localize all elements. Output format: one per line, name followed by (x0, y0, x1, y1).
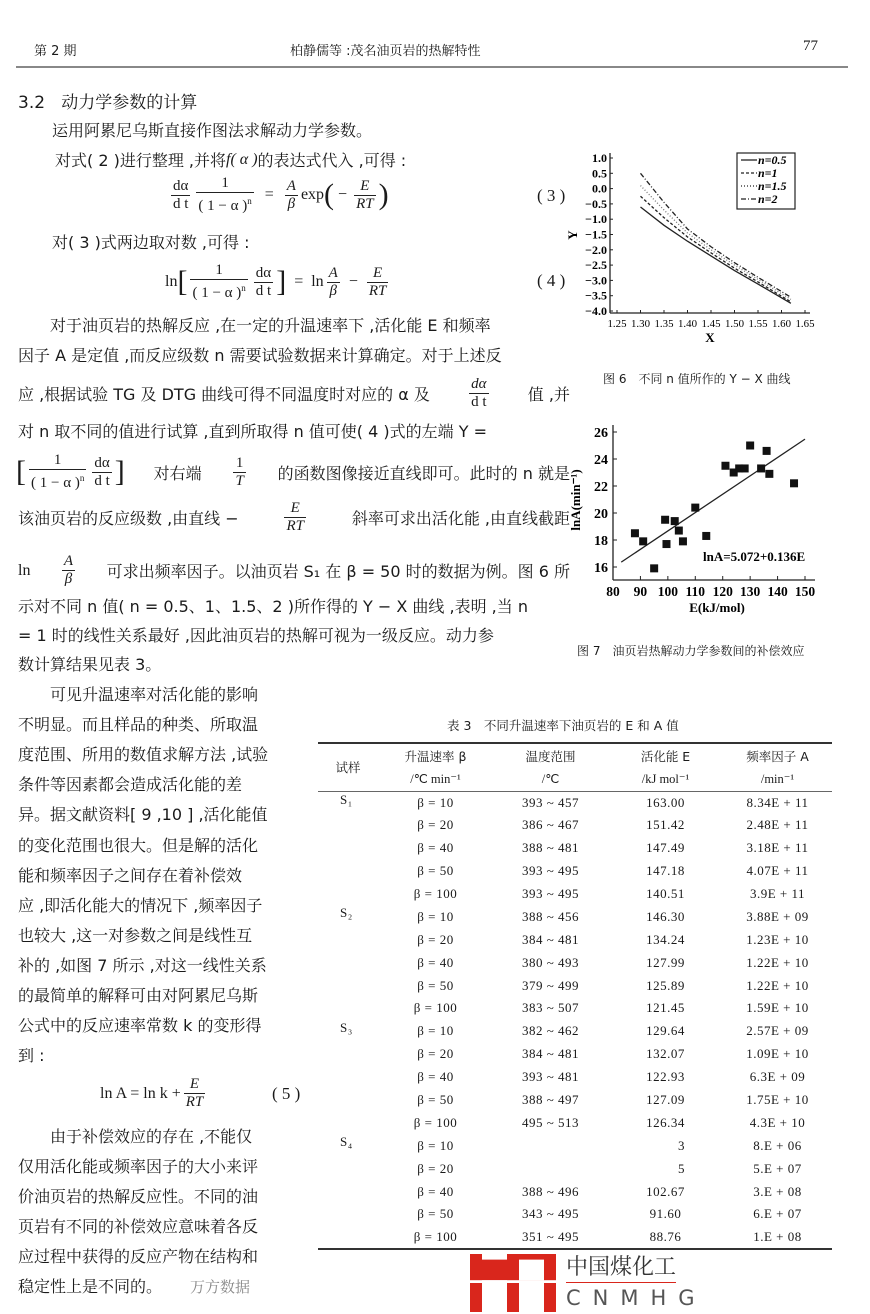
math-f-alpha: f( α ) (226, 150, 258, 168)
table-row (318, 974, 832, 997)
eq-den: β (287, 195, 296, 212)
text-line: 能和频率因子之间存在着补偿效 (18, 865, 243, 885)
cell-sample (318, 1203, 378, 1226)
cell-temp-range: 382 ~ 462 (521, 1023, 580, 1039)
y-tick-label: 20 (594, 507, 608, 522)
figure-6-chart (560, 145, 840, 360)
text: ln (18, 561, 31, 579)
para1-line: = 1 时的线性关系最好 ,因此油页岩的热解可视为一级反应。动力参 (18, 626, 494, 645)
eq-num: dα (92, 455, 111, 473)
x-tick-label: 1.40 (678, 318, 698, 330)
y-tick-label: −3.5 (585, 288, 607, 303)
data-point (675, 527, 683, 535)
text: 值 ,并 (527, 385, 570, 404)
cell-rate: β = 20 (417, 1160, 454, 1176)
y-tick-label: 26 (594, 426, 608, 441)
x-tick-label: 90 (633, 584, 648, 599)
x-tick-label: 1.35 (654, 318, 674, 330)
cell-sample (318, 837, 378, 860)
cell-temp-range: 388 ~ 456 (521, 908, 580, 924)
data-point (650, 564, 658, 572)
eq-num: E (354, 178, 376, 196)
eq-den: d t (471, 394, 487, 410)
legend-label: n=0.5 (758, 153, 787, 167)
issue-number: 第 2 期 (34, 44, 77, 59)
cell-sample (318, 814, 378, 837)
cell-temp-range: 393 ~ 495 (521, 886, 580, 901)
data-point (765, 470, 773, 478)
cell-sample (318, 1043, 378, 1066)
unit-factor: /min⁻¹ (723, 767, 832, 791)
text: 应 ,根据试验 TG 及 DTG 曲线可得不同温度时对应的 α 及 (18, 385, 430, 404)
cell-rate: β = 50 (417, 977, 454, 993)
para1-line: 数计算结果见表 3。 (18, 655, 162, 674)
para1-line (18, 376, 570, 411)
x-axis-label: X (705, 330, 715, 345)
cell-sample (318, 951, 378, 974)
equation-3-number: ( 3 ) (537, 186, 566, 205)
cell-frequency-factor: 3.9E + 11 (749, 886, 806, 901)
cell-frequency-factor: 1.09E + 10 (746, 1046, 809, 1062)
cell-rate: β = 20 (417, 1046, 454, 1062)
fit-line (621, 439, 805, 562)
cell-activation-energy: 147.49 (646, 840, 685, 856)
cell-activation-energy: 88.76 (649, 1228, 682, 1244)
eq-den: RT (185, 1094, 204, 1110)
cell-frequency-factor: 1.75E + 10 (746, 1092, 809, 1108)
text: 的函数图像接近直线即可。此时的 n 就是 (277, 463, 570, 483)
table-row (318, 928, 832, 951)
x-tick-label: 150 (794, 584, 816, 599)
text-line: 可见升温速率对活化能的影响 (50, 685, 259, 704)
y-tick-label: 18 (594, 534, 608, 549)
cell-sample (318, 1226, 378, 1249)
table-row (318, 1066, 832, 1089)
x-tick-label: 1.65 (795, 318, 815, 330)
cell-frequency-factor: 4.3E + 10 (749, 1114, 806, 1130)
cell-rate: β = 10 (417, 1023, 454, 1039)
running-title: 柏静儒等 :茂名油页岩的热解特性 (290, 44, 481, 59)
cell-rate: β = 100 (413, 1000, 458, 1016)
table-row (318, 1180, 832, 1203)
cell-frequency-factor: 1.22E + 10 (746, 954, 809, 970)
eq-den: d t (255, 282, 272, 299)
text-line: 异。据文献资料[ 9 ,10 ] ,活化能值 (18, 805, 268, 825)
eq-num: dα (254, 265, 273, 283)
y-tick-label: 0.0 (592, 181, 607, 196)
x-tick-label: 140 (767, 584, 788, 599)
table-row (318, 814, 832, 837)
eq-den: RT (286, 518, 304, 534)
cell-activation-energy: 134.24 (646, 931, 685, 947)
eq-num: E (367, 265, 389, 283)
cell-temp-range: 383 ~ 507 (521, 1000, 580, 1016)
cell-rate: β = 40 (417, 1069, 454, 1085)
cell-sample: S₄ (340, 1134, 353, 1150)
text: 的表达式代入 ,可得 : (257, 151, 407, 170)
watermark-cn: 中国煤化工 (566, 1254, 676, 1283)
series-line-n=1 (641, 196, 791, 302)
unit-rate: /℃ min⁻¹ (378, 767, 493, 791)
unit-temp: /℃ (493, 767, 608, 791)
x-tick-label: 1.55 (748, 318, 768, 330)
y-tick-label: 16 (594, 561, 608, 576)
eq-num: A (286, 177, 296, 194)
eq-num: E (184, 1076, 206, 1094)
cell-sample (318, 1089, 378, 1112)
y-tick-label: −3.0 (585, 273, 607, 288)
cell-activation-energy: 121.45 (646, 1000, 685, 1016)
eq-den: β (329, 282, 337, 299)
cell-rate: β = 100 (413, 1114, 458, 1130)
section-heading (18, 88, 197, 113)
text-line: 仅用活化能或频率因子的大小来评 (18, 1157, 259, 1176)
table-row (318, 1089, 832, 1112)
cell-activation-energy: 132.07 (646, 1046, 685, 1062)
x-tick-label: 1.50 (725, 318, 745, 330)
cell-sample: S₂ (340, 905, 353, 921)
para1-line (18, 553, 570, 588)
table-row (318, 883, 832, 906)
cell-sample (318, 997, 378, 1020)
figure-7-caption: 图 7 油页岩热解动力学参数间的补偿效应 (577, 644, 805, 658)
text-line: 稳定性上是不同的。 (18, 1277, 163, 1296)
equation-4: ln [ $\frac{1}{( 1 - \alpha )^n}$ $\frac{d\alpha}{\text{d t}}$ ] = ln $\frac{A}{\beta}$ − $\frac{E}{RT}$ (165, 262, 387, 301)
text: 对式( 2 )进行整理 ,并将 (55, 151, 227, 170)
cell-activation-energy: 151.42 (646, 817, 685, 833)
cell-rate: β = 40 (417, 954, 454, 970)
cell-activation-energy: 5 (678, 1160, 685, 1176)
cell-frequency-factor: 3.E + 08 (753, 1183, 802, 1199)
x-tick-label: 80 (606, 584, 620, 599)
cell-sample (318, 1066, 378, 1089)
cell-sample (318, 1180, 378, 1203)
x-tick-label: 120 (712, 584, 733, 599)
col-header-sample: 试样 (318, 743, 378, 791)
data-point (790, 479, 798, 487)
data-point (631, 529, 639, 537)
eq-sign: = (264, 186, 274, 203)
section-number: 3.2 (18, 93, 46, 113)
unit-energy: /kJ mol⁻¹ (608, 767, 723, 791)
cell-temp-range: 393 ~ 481 (521, 1069, 580, 1085)
cell-frequency-factor: 1.59E + 10 (746, 1000, 809, 1016)
x-tick-label: 130 (740, 584, 761, 599)
cell-temp-range: 388 ~ 481 (521, 840, 580, 856)
para1-line: 因子 A 是定值 ,而反应级数 n 需要试验数据来计算确定。对于上述反 (18, 346, 502, 365)
cell-temp-range: 380 ~ 493 (521, 954, 580, 970)
cell-frequency-factor: 1.E + 08 (753, 1228, 802, 1244)
y-axis-label: lnA(min⁻¹) (568, 469, 583, 531)
text-line: 价油页岩的热解反应性。不同的油 (18, 1187, 259, 1206)
eq-lhs: ln A = ln k + (100, 1084, 181, 1102)
cell-activation-energy: 125.89 (646, 977, 685, 993)
y-tick-label: −1.0 (585, 212, 607, 227)
cell-rate: β = 40 (417, 1183, 454, 1199)
text-line: 的变化范围也很大。但是解的活化 (18, 835, 259, 855)
y-tick-label: −0.5 (585, 196, 607, 211)
cell-frequency-factor: 2.57E + 09 (746, 1023, 809, 1039)
cell-frequency-factor: 5.E + 07 (753, 1160, 802, 1176)
x-tick-label: 110 (685, 584, 706, 599)
para1-line: 对于油页岩的热解反应 ,在一定的升温速率下 ,活化能 E 和频率 (50, 316, 491, 335)
table-row (318, 905, 832, 928)
cell-rate: β = 10 (417, 908, 454, 924)
data-point (746, 442, 754, 450)
para1-line: [ $\frac{1}{( 1 - \alpha )^n}$ $\frac{d\alpha}{\text{d t}}$ ] 对右端 $\frac{1}{T}$ 的函数图像接近直线即可。此时的 n 就是 (16, 452, 570, 491)
table-row (318, 860, 832, 883)
cell-sample (318, 1157, 378, 1180)
eq-num: 1 (196, 175, 253, 193)
cell-activation-energy: 91.60 (649, 1206, 682, 1222)
eq-den: ( 1 − α )$^n$ (31, 473, 85, 491)
eq-num: A (328, 264, 338, 281)
cell-activation-energy: 102.67 (646, 1183, 685, 1199)
cell-sample (318, 860, 378, 883)
cell-rate: β = 40 (417, 840, 454, 856)
table-3-title: 表 3 不同升温速率下油页岩的 E 和 A 值 (447, 718, 679, 733)
eq-den: ( 1 − α )$^n$ (198, 196, 252, 214)
cell-frequency-factor: 4.07E + 11 (746, 863, 809, 879)
equation-3: $\frac{d\alpha}{\text{d t}}$ $\frac{1}{( 1 - \alpha )^n}$ = $\frac{A}{\beta}$ exp ( − $\frac{E}{RT}$ ) (173, 175, 389, 214)
wanfang-watermark: 万方数据 (190, 1278, 251, 1296)
table-row (318, 791, 832, 814)
cell-sample: S₁ (340, 791, 353, 807)
cell-frequency-factor: 1.23E + 10 (746, 931, 809, 947)
cell-rate: β = 50 (417, 1206, 454, 1222)
cell-sample (318, 928, 378, 951)
data-point (741, 464, 749, 472)
text: 斜率可求出活化能 ,由直线截距 (351, 509, 570, 528)
cell-temp-range: 384 ~ 481 (521, 1046, 580, 1062)
cell-sample (318, 1111, 378, 1134)
cell-frequency-factor: 6.E + 07 (753, 1206, 802, 1222)
equation-5-number: ( 5 ) (272, 1084, 301, 1103)
cell-frequency-factor: 8.34E + 11 (746, 794, 809, 810)
text: 对右端 (153, 463, 202, 483)
cell-activation-energy: 147.18 (646, 863, 685, 879)
y-tick-label: 22 (594, 480, 608, 495)
table-3 (318, 742, 832, 1250)
text-line: 应过程中获得的反应产物在结构和 (18, 1247, 259, 1266)
cell-temp-range: 388 ~ 496 (521, 1183, 580, 1199)
eq-den: ( 1 − α )$^n$ (192, 283, 246, 301)
data-point (661, 516, 669, 524)
intro-line-2 (55, 148, 406, 171)
section-title: 动力学参数的计算 (61, 93, 198, 113)
table-row (318, 1020, 832, 1043)
y-tick-label: 1.0 (592, 151, 607, 165)
eq-sign: = (294, 273, 304, 290)
text-line: 到 : (18, 1046, 45, 1066)
data-point (702, 532, 710, 540)
cell-frequency-factor: 3.18E + 11 (746, 840, 809, 856)
equation-5 (100, 1076, 208, 1111)
table-row (318, 997, 832, 1020)
x-tick-label: 100 (657, 584, 678, 599)
figure-7-chart (560, 415, 840, 620)
col-header-factor: 频率因子 A (746, 748, 809, 764)
y-tick-label: −2.5 (585, 258, 607, 273)
y-tick-label: −4.0 (585, 304, 607, 318)
y-tick-label: −2.0 (585, 242, 607, 257)
eq-exp: exp (300, 186, 325, 203)
page-number: 77 (803, 38, 818, 54)
data-point (671, 517, 679, 525)
table-row (318, 1134, 832, 1157)
text: 该油页岩的反应级数 ,由直线 − (18, 509, 239, 528)
eq-den: β (64, 571, 73, 587)
y-axis-label: Y (565, 230, 580, 240)
cell-temp-range: 393 ~ 457 (521, 794, 580, 810)
text-line: 度范围、所用的数值求解方法 ,试验 (18, 745, 269, 765)
table-row (318, 1043, 832, 1066)
text-line: 页岩有不同的补偿效应意味着各反 (18, 1217, 259, 1236)
cell-frequency-factor: 8.E + 06 (753, 1137, 802, 1153)
watermark-en: CNMHG (566, 1286, 707, 1310)
eq-num: 1 (233, 455, 245, 473)
eq-num: dα (171, 178, 190, 196)
cell-temp-range: 495 ~ 513 (521, 1114, 580, 1130)
para1-line: 示对不同 n 值( n = 0.5、1、1.5、2 )所作得的 Y − X 曲线 ,表明 ,当 n (18, 597, 528, 616)
cell-temp-range: 379 ~ 499 (521, 977, 580, 993)
eq-den: d t (94, 472, 110, 489)
cell-frequency-factor: 1.22E + 10 (746, 977, 809, 993)
text-line: 应 ,即活化能大的情况下 ,频率因子 (18, 895, 263, 915)
text-line: 的最简单的解释可由对阿累尼乌斯 (18, 986, 259, 1005)
data-point (679, 537, 687, 545)
eq-den: T (235, 472, 244, 489)
cell-rate: β = 10 (417, 794, 454, 810)
cell-rate: β = 50 (417, 863, 454, 879)
cell-temp-range: 386 ~ 467 (521, 817, 580, 833)
text-line: 也较大 ,这一对参数之间是线性互 (18, 925, 253, 945)
eq-num: A (63, 553, 74, 569)
cell-frequency-factor: 6.3E + 09 (749, 1069, 806, 1085)
cell-temp-range: 343 ~ 495 (521, 1206, 580, 1222)
intro-line-3: 对( 3 )式两边取对数 ,可得 : (52, 233, 250, 252)
legend-label: n=1.5 (758, 179, 787, 193)
equation-4-number: ( 4 ) (537, 271, 566, 290)
cell-rate: β = 10 (417, 1137, 454, 1153)
x-tick-label: 1.45 (701, 318, 721, 330)
text: 可求出频率因子。以油页岩 S₁ 在 β = 50 时的数据为例。图 6 所 (106, 562, 570, 581)
cell-temp-range (493, 1134, 608, 1157)
data-point (721, 462, 729, 470)
eq-num: 1 (190, 262, 247, 280)
cell-temp-range: 384 ~ 481 (521, 931, 580, 947)
data-point (691, 504, 699, 512)
cell-rate: β = 100 (413, 886, 458, 901)
col-header-rate: 升温速率 β (404, 748, 467, 764)
cell-temp-range: 393 ~ 495 (521, 863, 580, 879)
table-row (318, 1111, 832, 1134)
mh-logo-icon (470, 1254, 560, 1312)
cell-sample (318, 974, 378, 997)
y-tick-label: 0.5 (592, 166, 607, 181)
x-tick-label: 1.25 (607, 318, 627, 330)
fit-equation-label: lnA=5.072+0.136E (703, 549, 806, 564)
eq-num: dα (469, 376, 488, 394)
eq-num: 1 (29, 452, 86, 470)
table-row (318, 837, 832, 860)
cell-rate: β = 50 (417, 1092, 454, 1108)
col-header-temp: 温度范围 (525, 748, 576, 764)
cell-temp-range: 388 ~ 497 (521, 1092, 580, 1108)
legend-label: n=2 (758, 192, 778, 206)
eq-den: RT (356, 195, 374, 212)
header-rule (16, 66, 848, 68)
eq-ln: ln (165, 273, 178, 290)
cell-activation-energy: 122.93 (646, 1069, 685, 1085)
x-axis-label: E(kJ/mol) (689, 600, 745, 615)
cell-activation-energy: 146.30 (646, 908, 685, 924)
text-line: 条件等因素都会造成活化能的差 (18, 775, 243, 795)
col-header-energy: 活化能 E (640, 748, 691, 764)
eq-num: E (284, 500, 306, 518)
text-line: 由于补偿效应的存在 ,不能仅 (50, 1127, 253, 1146)
eq-den: RT (368, 282, 387, 299)
table-row (318, 951, 832, 974)
eq-minus: − (348, 273, 358, 290)
cell-rate: β = 100 (413, 1228, 458, 1244)
cell-sample (318, 883, 378, 906)
cell-sample: S₃ (340, 1019, 353, 1035)
cell-activation-energy: 126.34 (646, 1114, 685, 1130)
text-line: 不明显。而且样品的种类、所取温 (18, 715, 259, 735)
cell-temp-range: 351 ~ 495 (521, 1228, 580, 1244)
text-line: 补的 ,如图 7 所示 ,对这一线性关系 (18, 955, 267, 975)
data-point (763, 447, 771, 455)
eq-minus: − (338, 186, 348, 203)
data-point (662, 540, 670, 548)
table-row (318, 1226, 832, 1249)
eq-den: d t (173, 195, 189, 212)
cell-rate: β = 20 (417, 817, 454, 833)
figure-6-caption: 图 6 不同 n 值所作的 Y − X 曲线 (603, 372, 791, 386)
legend-label: n=1 (758, 166, 778, 180)
x-tick-label: 1.60 (772, 318, 792, 330)
text-line: 公式中的反应速率常数 k 的变形得 (18, 1016, 262, 1036)
cell-rate: β = 20 (417, 931, 454, 947)
cnmhg-watermark-logo (470, 1254, 715, 1312)
para1-line (18, 500, 570, 535)
cell-activation-energy: 127.09 (646, 1092, 685, 1108)
intro-line-1: 运用阿累尼乌斯直接作图法求解动力学参数。 (52, 121, 373, 140)
para1-line: 对 n 取不同的值进行试算 ,直到所取得 n 值可使( 4 )式的左端 Y = (18, 422, 487, 441)
cell-frequency-factor: 2.48E + 11 (746, 817, 809, 833)
data-point (757, 464, 765, 472)
table-row (318, 1157, 832, 1180)
x-tick-label: 1.30 (631, 318, 651, 330)
cell-activation-energy: 3 (678, 1137, 685, 1153)
cell-activation-energy: 140.51 (646, 886, 685, 901)
table-row (318, 1203, 832, 1226)
cell-activation-energy: 129.64 (646, 1023, 685, 1039)
y-tick-label: 24 (594, 453, 608, 468)
y-tick-label: −1.5 (585, 227, 607, 242)
cell-activation-energy: 163.00 (646, 794, 685, 810)
cell-frequency-factor: 3.88E + 09 (746, 908, 809, 924)
data-point (639, 537, 647, 545)
eq-ln: ln (311, 273, 324, 290)
cell-temp-range (493, 1157, 608, 1180)
cell-activation-energy: 127.99 (646, 954, 685, 970)
